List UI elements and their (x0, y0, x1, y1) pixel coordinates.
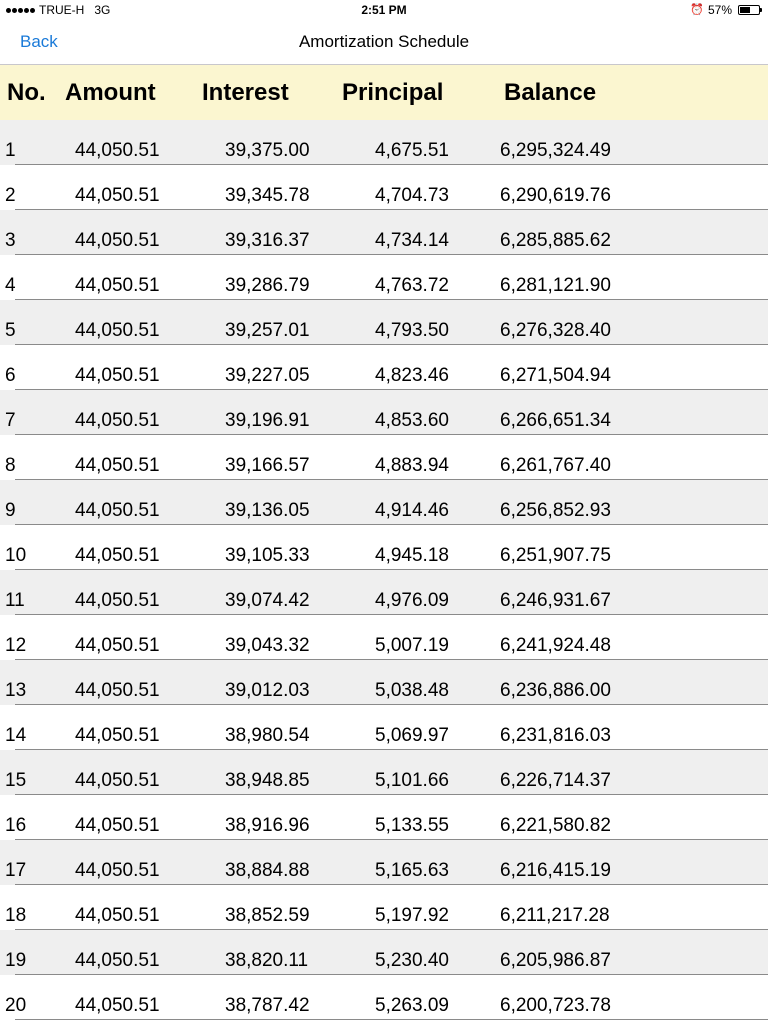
cell-amount: 44,050.51 (75, 365, 160, 386)
table-row (0, 975, 768, 1020)
cell-principal: 5,133.55 (375, 815, 449, 836)
cell-payment-number: 19 (5, 950, 27, 971)
table-row (0, 705, 768, 750)
cell-interest: 39,196.91 (225, 410, 310, 431)
cell-interest: 39,286.79 (225, 275, 310, 296)
cell-payment-number: 12 (5, 635, 27, 656)
cell-balance: 6,211,217.28 (500, 905, 610, 926)
cell-interest: 39,074.42 (225, 590, 310, 611)
cell-principal: 5,038.48 (375, 680, 449, 701)
cell-interest: 39,043.32 (225, 635, 310, 656)
cell-interest: 38,787.42 (225, 995, 310, 1016)
status-time: 2:51 PM (361, 3, 407, 17)
cell-payment-number: 18 (5, 905, 27, 926)
cell-balance: 6,290,619.76 (500, 185, 611, 206)
battery-percent: 57% (707, 3, 732, 17)
table-row (0, 120, 768, 165)
cell-balance: 6,271,504.94 (500, 365, 611, 386)
cell-balance: 6,266,651.34 (500, 410, 611, 431)
cell-amount: 44,050.51 (75, 725, 160, 746)
carrier-name: TRUE-H (39, 3, 85, 17)
cell-interest: 39,257.01 (225, 320, 310, 341)
cell-interest: 39,105.33 (225, 545, 310, 566)
cell-amount: 44,050.51 (75, 770, 160, 791)
cell-amount: 44,050.51 (75, 680, 160, 701)
cell-principal: 4,853.60 (375, 410, 449, 431)
cell-payment-number: 11 (5, 590, 25, 611)
cell-balance: 6,231,816.03 (500, 725, 611, 746)
table-row (0, 165, 768, 210)
cell-principal: 5,197.92 (375, 905, 449, 926)
cell-balance: 6,246,931.67 (500, 590, 611, 611)
cell-interest: 39,316.37 (225, 230, 310, 251)
cell-interest: 38,980.54 (225, 725, 310, 746)
cell-principal: 4,945.18 (375, 545, 449, 566)
cell-balance: 6,295,324.49 (500, 140, 611, 161)
cell-interest: 38,884.88 (225, 860, 310, 881)
page-title: Amortization Schedule (298, 32, 470, 51)
status-right (690, 0, 760, 20)
cell-payment-number: 5 (5, 320, 16, 341)
table-row (0, 300, 768, 345)
table-row (0, 435, 768, 480)
cell-principal: 4,734.14 (375, 230, 449, 251)
cell-principal: 5,007.19 (375, 635, 449, 656)
cell-amount: 44,050.51 (75, 995, 160, 1016)
cell-payment-number: 15 (5, 770, 27, 791)
status-bar (0, 0, 768, 20)
table-row (0, 660, 768, 705)
cell-amount: 44,050.51 (75, 275, 160, 296)
cell-balance: 6,256,852.93 (500, 500, 611, 521)
column-header-no: No. (7, 79, 46, 106)
table-row (0, 840, 768, 885)
table-row (0, 525, 768, 570)
cell-payment-number: 16 (5, 815, 27, 836)
cell-principal: 5,230.40 (375, 950, 449, 971)
cell-payment-number: 8 (5, 455, 16, 476)
cell-interest: 39,375.00 (225, 140, 310, 161)
cell-amount: 44,050.51 (75, 410, 160, 431)
cell-payment-number: 9 (5, 500, 16, 521)
table-row (0, 255, 768, 300)
cell-amount: 44,050.51 (75, 230, 160, 251)
cell-amount: 44,050.51 (75, 950, 160, 971)
schedule-table-body[interactable] (0, 120, 768, 1020)
cell-balance: 6,216,415.19 (500, 860, 611, 881)
cell-amount: 44,050.51 (75, 185, 160, 206)
column-header-balance: Balance (504, 79, 597, 106)
table-row (0, 750, 768, 795)
cell-balance: 6,285,885.62 (500, 230, 611, 251)
cell-interest: 39,136.05 (225, 500, 310, 521)
cell-payment-number: 17 (5, 860, 27, 881)
battery-icon (738, 5, 760, 15)
navigation-bar (0, 20, 768, 65)
column-header-interest: Interest (202, 79, 289, 106)
cell-principal: 4,675.51 (375, 140, 449, 161)
cell-payment-number: 4 (5, 275, 16, 296)
back-button[interactable]: Back (20, 32, 58, 51)
table-row (0, 885, 768, 930)
cell-payment-number: 6 (5, 365, 16, 386)
cell-amount: 44,050.51 (75, 320, 160, 341)
cell-interest: 39,012.03 (225, 680, 310, 701)
cell-principal: 5,165.63 (375, 860, 449, 881)
cell-amount: 44,050.51 (75, 500, 160, 521)
cell-amount: 44,050.51 (75, 455, 160, 476)
cell-principal: 5,101.66 (375, 770, 449, 791)
table-row (0, 480, 768, 525)
cell-payment-number: 2 (5, 185, 16, 206)
cell-amount: 44,050.51 (75, 635, 160, 656)
cell-balance: 6,261,767.40 (500, 455, 611, 476)
cell-amount: 44,050.51 (75, 140, 160, 161)
cell-amount: 44,050.51 (75, 545, 160, 566)
cell-principal: 4,823.46 (375, 365, 449, 386)
table-header-row (0, 65, 768, 120)
cell-balance: 6,281,121.90 (500, 275, 611, 296)
table-row (0, 345, 768, 390)
cell-payment-number: 14 (5, 725, 27, 746)
cell-principal: 4,704.73 (375, 185, 449, 206)
cell-interest: 38,948.85 (225, 770, 310, 791)
cell-principal: 4,914.46 (375, 500, 449, 521)
cell-payment-number: 20 (5, 995, 27, 1016)
cell-principal: 5,263.09 (375, 995, 449, 1016)
cell-interest: 38,820.11 (225, 950, 309, 971)
cell-payment-number: 1 (5, 140, 16, 161)
table-row (0, 210, 768, 255)
cell-balance: 6,251,907.75 (500, 545, 611, 566)
cell-payment-number: 13 (5, 680, 27, 701)
cell-principal: 4,883.94 (375, 455, 449, 476)
cell-principal: 4,976.09 (375, 590, 449, 611)
cell-payment-number: 3 (5, 230, 16, 251)
cell-balance: 6,221,580.82 (500, 815, 611, 836)
network-type: 3G (94, 3, 111, 17)
cell-balance: 6,200,723.78 (500, 995, 611, 1016)
cell-balance: 6,205,986.87 (500, 950, 611, 971)
cell-amount: 44,050.51 (75, 815, 160, 836)
cell-principal: 5,069.97 (375, 725, 449, 746)
cell-payment-number: 10 (5, 545, 27, 566)
cell-balance: 6,226,714.37 (500, 770, 611, 791)
cell-interest: 38,852.59 (225, 905, 310, 926)
cell-payment-number: 7 (5, 410, 16, 431)
table-row (0, 795, 768, 840)
cell-interest: 39,345.78 (225, 185, 310, 206)
cell-balance: 6,241,924.48 (500, 635, 611, 656)
cell-interest: 39,227.05 (225, 365, 310, 386)
cell-amount: 44,050.51 (75, 860, 160, 881)
cell-amount: 44,050.51 (75, 905, 160, 926)
cell-principal: 4,763.72 (375, 275, 449, 296)
table-row (0, 570, 768, 615)
cell-amount: 44,050.51 (75, 590, 160, 611)
table-row (0, 390, 768, 435)
cell-interest: 39,166.57 (225, 455, 310, 476)
column-header-principal: Principal (342, 79, 444, 106)
cell-balance: 6,276,328.40 (500, 320, 611, 341)
alarm-clock-icon: ⏰ (690, 4, 704, 16)
table-row (0, 615, 768, 660)
column-header-amount: Amount (65, 79, 156, 106)
cell-balance: 6,236,886.00 (500, 680, 611, 701)
battery-level-fill (740, 7, 750, 13)
cell-principal: 4,793.50 (375, 320, 449, 341)
cell-interest: 38,916.96 (225, 815, 310, 836)
table-row (0, 930, 768, 975)
